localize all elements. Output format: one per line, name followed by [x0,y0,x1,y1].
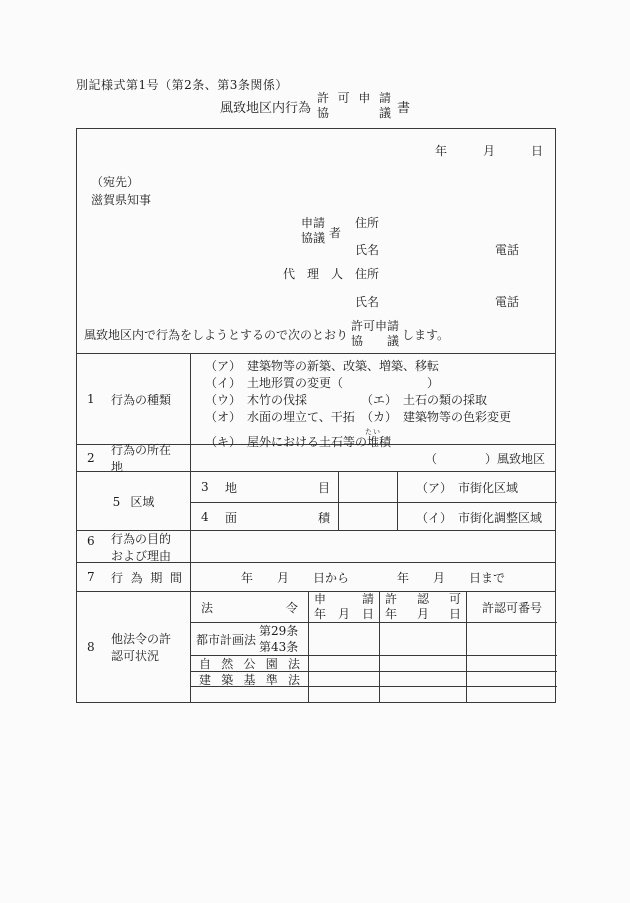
col-header-permit-top: 許認可 [385,592,461,606]
row-location [77,445,555,472]
row7-content-cell [191,563,555,591]
law-city-planning-articles [259,623,298,655]
law2-permit-cell [379,656,466,672]
agent-name-label: 氏名 [355,295,380,309]
row8-label: 他法令の許認可状況 [111,632,172,663]
date-line: 年 月 日 [434,144,543,158]
kind-ki-ruby-base: 堆 [365,435,382,449]
main-table [77,353,555,702]
row5-number: 5 [112,494,121,509]
applicant-consulter-stack [301,216,325,246]
row-purpose-reason [77,531,555,563]
law-empty-number-cell [466,687,557,702]
title-suffix: 書 [397,100,411,116]
row6-content-cell [191,531,555,562]
row7-label: 行為期間 [111,570,182,585]
declaration-before: 風致地区内で行為をしようとするので次のとおり [84,327,349,342]
row1-label-cell [77,354,191,444]
law2-apply-cell [308,656,379,672]
declaration-permit: 許可申請 [351,319,400,333]
row1-label: 行為の種類 [111,392,172,407]
law3-apply-cell [308,672,379,687]
law1-permit-cell [379,623,466,656]
row4-number: 4 [201,510,209,524]
law-city-planning-name: 都市計画法 [196,632,257,647]
applicant-phone-label: 電話 [495,243,520,257]
form-reference: 別記様式第1号（第2条、第3条関係） [76,78,288,92]
row1-content-cell [191,354,555,449]
title-consult: 協議 [317,106,391,120]
row8-number: 8 [87,640,95,654]
applicant-stack-top: 申請 [301,216,326,230]
declaration-sentence [84,319,449,349]
col-header-law-text: 法令 [201,600,298,615]
law1-number-cell [466,623,557,656]
row5-zone-cell [77,472,191,531]
law-building-standards-name: 建築基準法 [199,672,300,687]
zone-option-a-text: （ア） 市街化区域 [416,480,519,495]
kind-line3 [205,392,555,409]
rows-landcategory-area-zone [77,472,555,531]
law2-number-cell [466,656,557,672]
law-empty-row-name-cell [191,687,308,702]
col-header-permit-number-text: 許認可番号 [481,600,542,615]
form-title [0,91,630,121]
applicant-name-label: 氏名 [355,243,380,257]
row4-value-cell [339,503,398,531]
kind-item-u: （ウ） 木竹の伐採 [205,393,308,407]
row2-number: 2 [87,451,95,465]
agent-label: 代 理 人 [283,267,344,281]
col-header-apply-top: 申請 [314,592,374,606]
row6-label-cell [77,531,191,562]
law-city-planning [191,623,308,656]
col-header-apply-bottom: 年 月 日 [314,607,374,621]
kind-ki-after: 積 [379,435,392,449]
law1-apply-cell [308,623,379,656]
row2-label: 行為の所在地 [111,443,172,474]
row6-number: 6 [87,534,95,548]
kind-item-e: （エ） 土石の類の採取 [361,393,488,407]
agent-phone-label: 電話 [495,295,520,309]
row-other-laws [77,592,555,702]
row4-label-cell [191,503,339,531]
period-dates: 年 月 日から 年 月 日まで [240,570,505,585]
row3-label-cell [191,472,339,503]
kind-ki-ruby-text: たい [365,428,382,436]
scenic-district-blank: （ ）風致地区 [424,451,545,466]
law3-permit-cell [379,672,466,687]
law-empty-apply-cell [308,687,379,702]
row1-number: 1 [87,392,95,406]
declaration-consult: 協議 [351,334,400,348]
law-natural-parks-name: 自然公園法 [199,657,300,671]
title-prefix: 風致地区内行為 [219,100,311,116]
row-activity-kind [77,354,555,449]
kind-ki-before: （キ） 屋外における土石等の [205,435,368,449]
law3-number-cell [466,672,557,687]
col-header-permit-bottom: 年 月 日 [385,607,461,621]
col-header-application-date [308,592,379,623]
row6-label: 行為の目的および理由 [111,531,172,563]
zone-option-b-text: （イ） 市街化調整区域 [416,510,543,525]
addressee-name: 滋賀県知事 [91,193,152,207]
zone-option-urbanized [398,472,557,503]
row8-label-cell [77,592,191,702]
declaration-stack [351,319,399,349]
kind-item-o: （オ） 水面の埋立て、干拓 [205,410,355,424]
row3-number: 3 [201,480,209,494]
kind-item-ka: （カ） 建築物等の色彩変更 [361,410,512,424]
row2-label-cell [77,443,191,474]
kind-item-a: （ア） 建築物等の新築、改築、増築、移転 [205,359,440,373]
row3-label: 地目 [225,480,330,495]
law-building-standards [191,672,308,687]
addressee-label: （宛先） [91,175,140,189]
kind-item-i: （イ） 土地形質の変更（ ） [205,376,440,390]
col-header-permit-date [379,592,466,623]
agent-address-label: 住所 [355,267,380,281]
applicant-address-label: 住所 [355,216,380,230]
declaration-after: します。 [402,327,450,342]
row-activity-period [77,563,555,592]
col-header-law [191,592,308,623]
zone-option-urbanization-control [398,503,557,531]
article-43: 第43条 [259,640,299,654]
kind-line4 [205,409,555,426]
article-29: 第29条 [259,624,299,638]
applicant-stack-bottom: 協議 [301,231,326,245]
applicant-person-label: 者 [329,226,342,240]
title-permit-consult-stack [317,91,391,121]
title-permit: 許可申請 [317,91,391,105]
row4-label: 面積 [225,510,330,525]
row3-value-cell [339,472,398,503]
row2-content-cell [191,445,555,471]
row7-label-cell [77,563,191,591]
col-header-permit-number [466,592,557,623]
row5-label: 区域 [130,495,155,509]
row7-number: 7 [87,570,95,584]
form-body-box [76,128,556,703]
law-empty-permit-cell [379,687,466,702]
